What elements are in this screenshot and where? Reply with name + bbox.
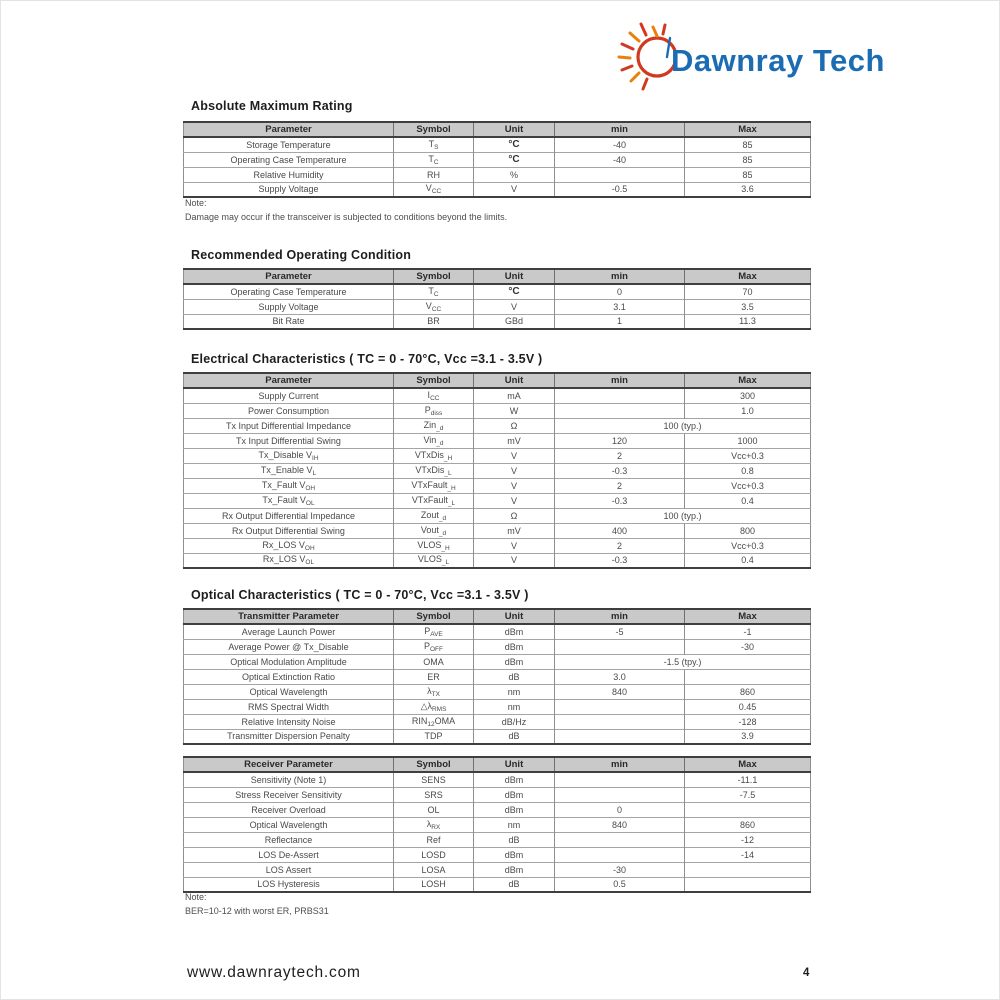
column-header: Parameter (184, 269, 394, 284)
absolute-maximum-note (185, 196, 507, 224)
table-cell: $\triangle\lambda_{RMS}$ (394, 699, 474, 714)
table-cell: Vin$_{\_d}$ (394, 433, 474, 448)
table-row (184, 699, 811, 714)
table-cell: Optical Modulation Amplitude (184, 654, 394, 669)
table-cell: Bit Rate (184, 314, 394, 329)
table-cell: -1 (685, 624, 811, 639)
table-cell: Relative Humidity (184, 167, 394, 182)
table-cell: Storage Temperature (246, 139, 331, 150)
table-cell: VTxFault$_{\_L}$ (394, 493, 474, 508)
table-cell: Receiver Overload (184, 802, 394, 817)
table-cell: 400 (555, 523, 685, 538)
column-header: Unit (474, 373, 555, 388)
table-cell: 0.4 (685, 553, 811, 568)
table-cell: 3.6 (685, 182, 811, 197)
footer-website: www.dawnraytech.com (187, 964, 361, 981)
section-title-electrical-characteristics: Electrical Characteristics ( TC = 0 - 70°C, Vcc =3.1 - 3.5V ) (191, 352, 543, 366)
table-row (184, 152, 811, 167)
table-cell: 1000 (685, 433, 811, 448)
column-header: Unit (474, 122, 555, 137)
table-row (184, 284, 811, 299)
table-cell: Vcc+0.3 (685, 538, 811, 553)
column-header: Transmitter Parameter (184, 609, 394, 624)
table-cell: -128 (685, 714, 811, 729)
table-cell: $P_{diss}$ (394, 403, 474, 418)
table-row (184, 624, 811, 639)
table-cell: $VLOS_{\_H}$ (394, 538, 474, 553)
company-name: Dawnray Tech (671, 43, 885, 78)
table-cell: dB (474, 669, 555, 684)
table-row (184, 448, 811, 463)
table-cell: nm (474, 699, 555, 714)
column-header: Parameter (184, 122, 394, 137)
table-cell: LOSA (394, 862, 474, 877)
table-cell: ER (394, 669, 474, 684)
table-cell: VTxDis$_{\_L}$ (394, 463, 474, 478)
column-header: Max (685, 373, 811, 388)
table-row (184, 862, 811, 877)
table-cell: 860 (685, 817, 811, 832)
table-cell: -0.3 (555, 463, 685, 478)
table-cell: Tx Input Differential Impedance (184, 418, 394, 433)
table-cell: -0.3 (555, 493, 685, 508)
table-cell (555, 714, 685, 729)
section-title-recommended-operating-condition: Recommended Operating Condition (191, 248, 412, 262)
table-row (184, 639, 811, 654)
table-cell (555, 699, 685, 714)
table-cell: Vcc+0.3 (685, 478, 811, 493)
table-cell: Tx_Fault $V_{OH}$ (184, 478, 394, 493)
table-row (184, 802, 811, 817)
table-cell: Power Consumption (184, 403, 394, 418)
table-cell: $\lambda_{RX}$ (394, 817, 474, 832)
table-cell: °C (474, 137, 555, 152)
note-label: Note: (185, 198, 207, 208)
column-header: Symbol (394, 373, 474, 388)
table-cell: Rx Output Differential Swing (184, 523, 394, 538)
table-cell: 0.8 (685, 463, 811, 478)
table-cell: -30 (685, 639, 811, 654)
table-row (184, 508, 811, 523)
table-cell: $I_{CC}$ (394, 388, 474, 403)
table-cell: 860 (685, 684, 811, 699)
table-cell: dBm (474, 639, 555, 654)
absolute-maximum-rating-table (183, 121, 811, 198)
table-cell: 840 (555, 684, 685, 699)
table-cell: $T_S$ (394, 137, 474, 152)
table-cell: 85 (685, 152, 811, 167)
table-cell: Tx_Enable $V_L$ (184, 463, 394, 478)
column-header: min (555, 373, 685, 388)
table-cell: $P_{OFF}$ (394, 639, 474, 654)
column-header: Unit (474, 269, 555, 284)
table-cell: 3.5 (685, 299, 811, 314)
table-cell: Optical Extinction Ratio (184, 669, 394, 684)
table-cell: V (474, 553, 555, 568)
table-row (184, 669, 811, 684)
table-cell: RMS Spectral Width (184, 699, 394, 714)
table-cell: $VLOS_{\_L}$ (394, 553, 474, 568)
table-cell: W (474, 403, 555, 418)
table-row (184, 403, 811, 418)
electrical-characteristics-table (183, 372, 811, 569)
table-cell: $\lambda_{TX}$ (394, 684, 474, 699)
table-cell: -7.5 (685, 787, 811, 802)
table-cell: 100 (typ.) (555, 508, 811, 523)
table-cell: Ref (394, 832, 474, 847)
table-row (184, 729, 811, 744)
column-header: Receiver Parameter (184, 757, 394, 772)
table-cell: SRS (394, 787, 474, 802)
note-label: Note: (185, 892, 207, 902)
table-cell (555, 388, 685, 403)
table-row (184, 182, 811, 197)
table-row (184, 772, 811, 787)
table-cell: dBm (474, 787, 555, 802)
column-header: Parameter (184, 373, 394, 388)
table-cell: Transmitter Dispersion Penalty (184, 729, 394, 744)
table-cell: -5 (555, 624, 685, 639)
table-row (184, 787, 811, 802)
table-cell: 100 (typ.) (555, 418, 811, 433)
section-title-absolute-maximum-rating: Absolute Maximum Rating (191, 99, 353, 113)
table-cell (685, 669, 811, 684)
table-row (184, 137, 811, 152)
table-cell: 800 (685, 523, 811, 538)
table-cell: Tx_Disable $V_{IH}$ (184, 448, 394, 463)
table-cell: 300 (685, 388, 811, 403)
table-cell: 120 (555, 433, 685, 448)
table-cell: 70 (685, 284, 811, 299)
table-cell: 0.5 (555, 877, 685, 892)
table-cell (555, 832, 685, 847)
table-cell: V (474, 463, 555, 478)
table-row (184, 684, 811, 699)
table-cell: 1.0 (685, 403, 811, 418)
table-cell: 2 (555, 478, 685, 493)
table-cell: °C (474, 152, 555, 167)
recommended-operating-condition-table (183, 268, 811, 330)
table-cell: dBm (474, 654, 555, 669)
column-header: Symbol (394, 609, 474, 624)
column-header: Max (685, 269, 811, 284)
table-row (184, 418, 811, 433)
table-row (184, 167, 811, 182)
table-cell: V (474, 478, 555, 493)
table-cell (685, 862, 811, 877)
table-cell: GBd (474, 314, 555, 329)
table-cell: Ω (474, 418, 555, 433)
table-cell: 3.0 (555, 669, 685, 684)
table-header-row (184, 757, 811, 772)
table-cell: V (474, 182, 555, 197)
table-cell: V (474, 538, 555, 553)
table-row (184, 817, 811, 832)
table-cell: TDP (394, 729, 474, 744)
table-cell: LOS De-Assert (184, 847, 394, 862)
table-cell: Vcc+0.3 (685, 448, 811, 463)
company-logo (613, 11, 885, 95)
table-cell: $T_C$ (394, 152, 474, 167)
table-cell: dB (474, 877, 555, 892)
table-cell: Operating Case Temperature (184, 152, 394, 167)
optical-receiver-table (183, 756, 811, 893)
table-cell (555, 787, 685, 802)
table-cell: Sensitivity (Note 1) (250, 774, 327, 785)
column-header: min (555, 609, 685, 624)
table-cell: SENS (394, 772, 474, 787)
table-row (184, 538, 811, 553)
table-cell: Stress Receiver Sensitivity (184, 787, 394, 802)
table-cell: -1.5 (tpy.) (555, 654, 811, 669)
table-cell: nm (474, 684, 555, 699)
table-row (184, 314, 811, 329)
table-row (184, 388, 811, 403)
table-row (184, 832, 811, 847)
table-cell (555, 772, 685, 787)
table-cell: Zin$_{\_d}$ (394, 418, 474, 433)
table-cell: mA (474, 388, 555, 403)
table-cell: -40 (555, 152, 685, 167)
table-row (184, 523, 811, 538)
table-cell: 0 (555, 802, 685, 817)
table-cell: LOS Assert (184, 862, 394, 877)
table-cell: dBm (474, 862, 555, 877)
table-cell: $P_{AVE}$ (394, 624, 474, 639)
table-row (184, 463, 811, 478)
column-header: Symbol (394, 269, 474, 284)
table-cell: Rx_LOS $V_{OH}$ (184, 538, 394, 553)
table-cell: dB/Hz (474, 714, 555, 729)
table-cell: dBm (474, 847, 555, 862)
table-cell: LOSH (394, 877, 474, 892)
table-cell: 11.3 (685, 314, 811, 329)
table-row (184, 478, 811, 493)
table-cell: OL (394, 802, 474, 817)
table-cell: Tx Input Differential Swing (184, 433, 394, 448)
table-row (184, 299, 811, 314)
table-cell: -12 (685, 832, 811, 847)
table-cell: Supply Current (258, 390, 319, 401)
table-row (184, 553, 811, 568)
table-cell: -11.1 (685, 772, 811, 787)
table-cell: BR (394, 314, 474, 329)
table-cell: Operating Case Temperature (230, 286, 347, 297)
table-cell (555, 403, 685, 418)
column-header: Symbol (394, 122, 474, 137)
table-cell (555, 167, 685, 182)
table-row (184, 493, 811, 508)
table-cell: Rx Output Differential Impedance (184, 508, 394, 523)
table-header-row (184, 609, 811, 624)
table-cell: 3.9 (685, 729, 811, 744)
table-cell: $V_{CC}$ (394, 299, 474, 314)
table-header-row (184, 269, 811, 284)
table-header-row (184, 373, 811, 388)
table-row (184, 433, 811, 448)
column-header: Max (685, 609, 811, 624)
table-cell: Reflectance (184, 832, 394, 847)
table-cell (555, 729, 685, 744)
table-cell: Optical Wavelength (184, 817, 394, 832)
table-cell: Supply Voltage (184, 299, 394, 314)
table-cell: Zout$_{\_d}$ (394, 508, 474, 523)
table-cell: 2 (555, 448, 685, 463)
table-cell (685, 802, 811, 817)
table-cell: 85 (685, 167, 811, 182)
table-cell: mV (474, 523, 555, 538)
footer-page-number: 4 (803, 967, 810, 979)
table-cell: 85 (685, 137, 811, 152)
table-cell: LOSD (394, 847, 474, 862)
table-cell: dBm (474, 802, 555, 817)
table-cell (685, 877, 811, 892)
table-cell: dB (474, 729, 555, 744)
table-header-row (184, 122, 811, 137)
table-cell: Average Power @ Tx_Disable (184, 639, 394, 654)
column-header: Max (685, 122, 811, 137)
table-cell: dBm (474, 772, 555, 787)
table-cell: Ω (474, 508, 555, 523)
table-row (184, 714, 811, 729)
table-cell: -14 (685, 847, 811, 862)
table-cell: mV (474, 433, 555, 448)
table-cell: -30 (555, 862, 685, 877)
column-header: min (555, 269, 685, 284)
table-cell: -40 (555, 137, 685, 152)
table-cell: dB (474, 832, 555, 847)
table-cell: nm (474, 817, 555, 832)
column-header: min (555, 122, 685, 137)
table-cell: -0.3 (555, 553, 685, 568)
table-cell: $V_{CC}$ (394, 182, 474, 197)
table-cell: Optical Wavelength (184, 684, 394, 699)
table-cell: LOS Hysteresis (184, 877, 394, 892)
table-cell: V (474, 493, 555, 508)
column-header: min (555, 757, 685, 772)
table-cell: V (474, 299, 555, 314)
table-cell: 0.4 (685, 493, 811, 508)
note-text: BER=10-12 with worst ER, PRBS31 (185, 906, 329, 916)
table-cell: Rx_LOS $V_{OL}$ (184, 553, 394, 568)
table-cell: % (474, 167, 555, 182)
column-header: Max (685, 757, 811, 772)
table-cell: 0.45 (685, 699, 811, 714)
table-cell: V (474, 448, 555, 463)
table-cell: -0.5 (555, 182, 685, 197)
table-cell: 0 (555, 284, 685, 299)
table-cell: dBm (474, 624, 555, 639)
table-cell: Tx_Fault $V_{OL}$ (184, 493, 394, 508)
table-row (184, 654, 811, 669)
optical-transmitter-table (183, 608, 811, 745)
table-cell: RH (394, 167, 474, 182)
table-cell: VTxDis$_{\_H}$ (394, 448, 474, 463)
column-header: Unit (474, 757, 555, 772)
table-cell: 1 (555, 314, 685, 329)
column-header: Unit (474, 609, 555, 624)
table-cell: Average Launch Power (241, 626, 336, 637)
table-cell: 2 (555, 538, 685, 553)
table-cell: °C (474, 284, 555, 299)
column-header: Symbol (394, 757, 474, 772)
table-cell: Supply Voltage (184, 182, 394, 197)
table-cell: 840 (555, 817, 685, 832)
table-cell: Vout$_{\_d}$ (394, 523, 474, 538)
table-cell: $T_C$ (394, 284, 474, 299)
table-cell: 3.1 (555, 299, 685, 314)
table-cell: VTxFault$_{\_H}$ (394, 478, 474, 493)
section-title-optical-characteristics: Optical Characteristics ( TC = 0 - 70°C, Vcc =3.1 - 3.5V ) (191, 588, 529, 602)
note-text: Damage may occur if the transceiver is subjected to conditions beyond the limits. (185, 212, 508, 222)
table-cell (555, 847, 685, 862)
table-cell: OMA (394, 654, 474, 669)
table-cell (555, 639, 685, 654)
table-row (184, 847, 811, 862)
table-cell: $RIN_{12}OMA$ (394, 714, 474, 729)
optical-note (185, 890, 329, 918)
table-cell: Relative Intensity Noise (184, 714, 394, 729)
